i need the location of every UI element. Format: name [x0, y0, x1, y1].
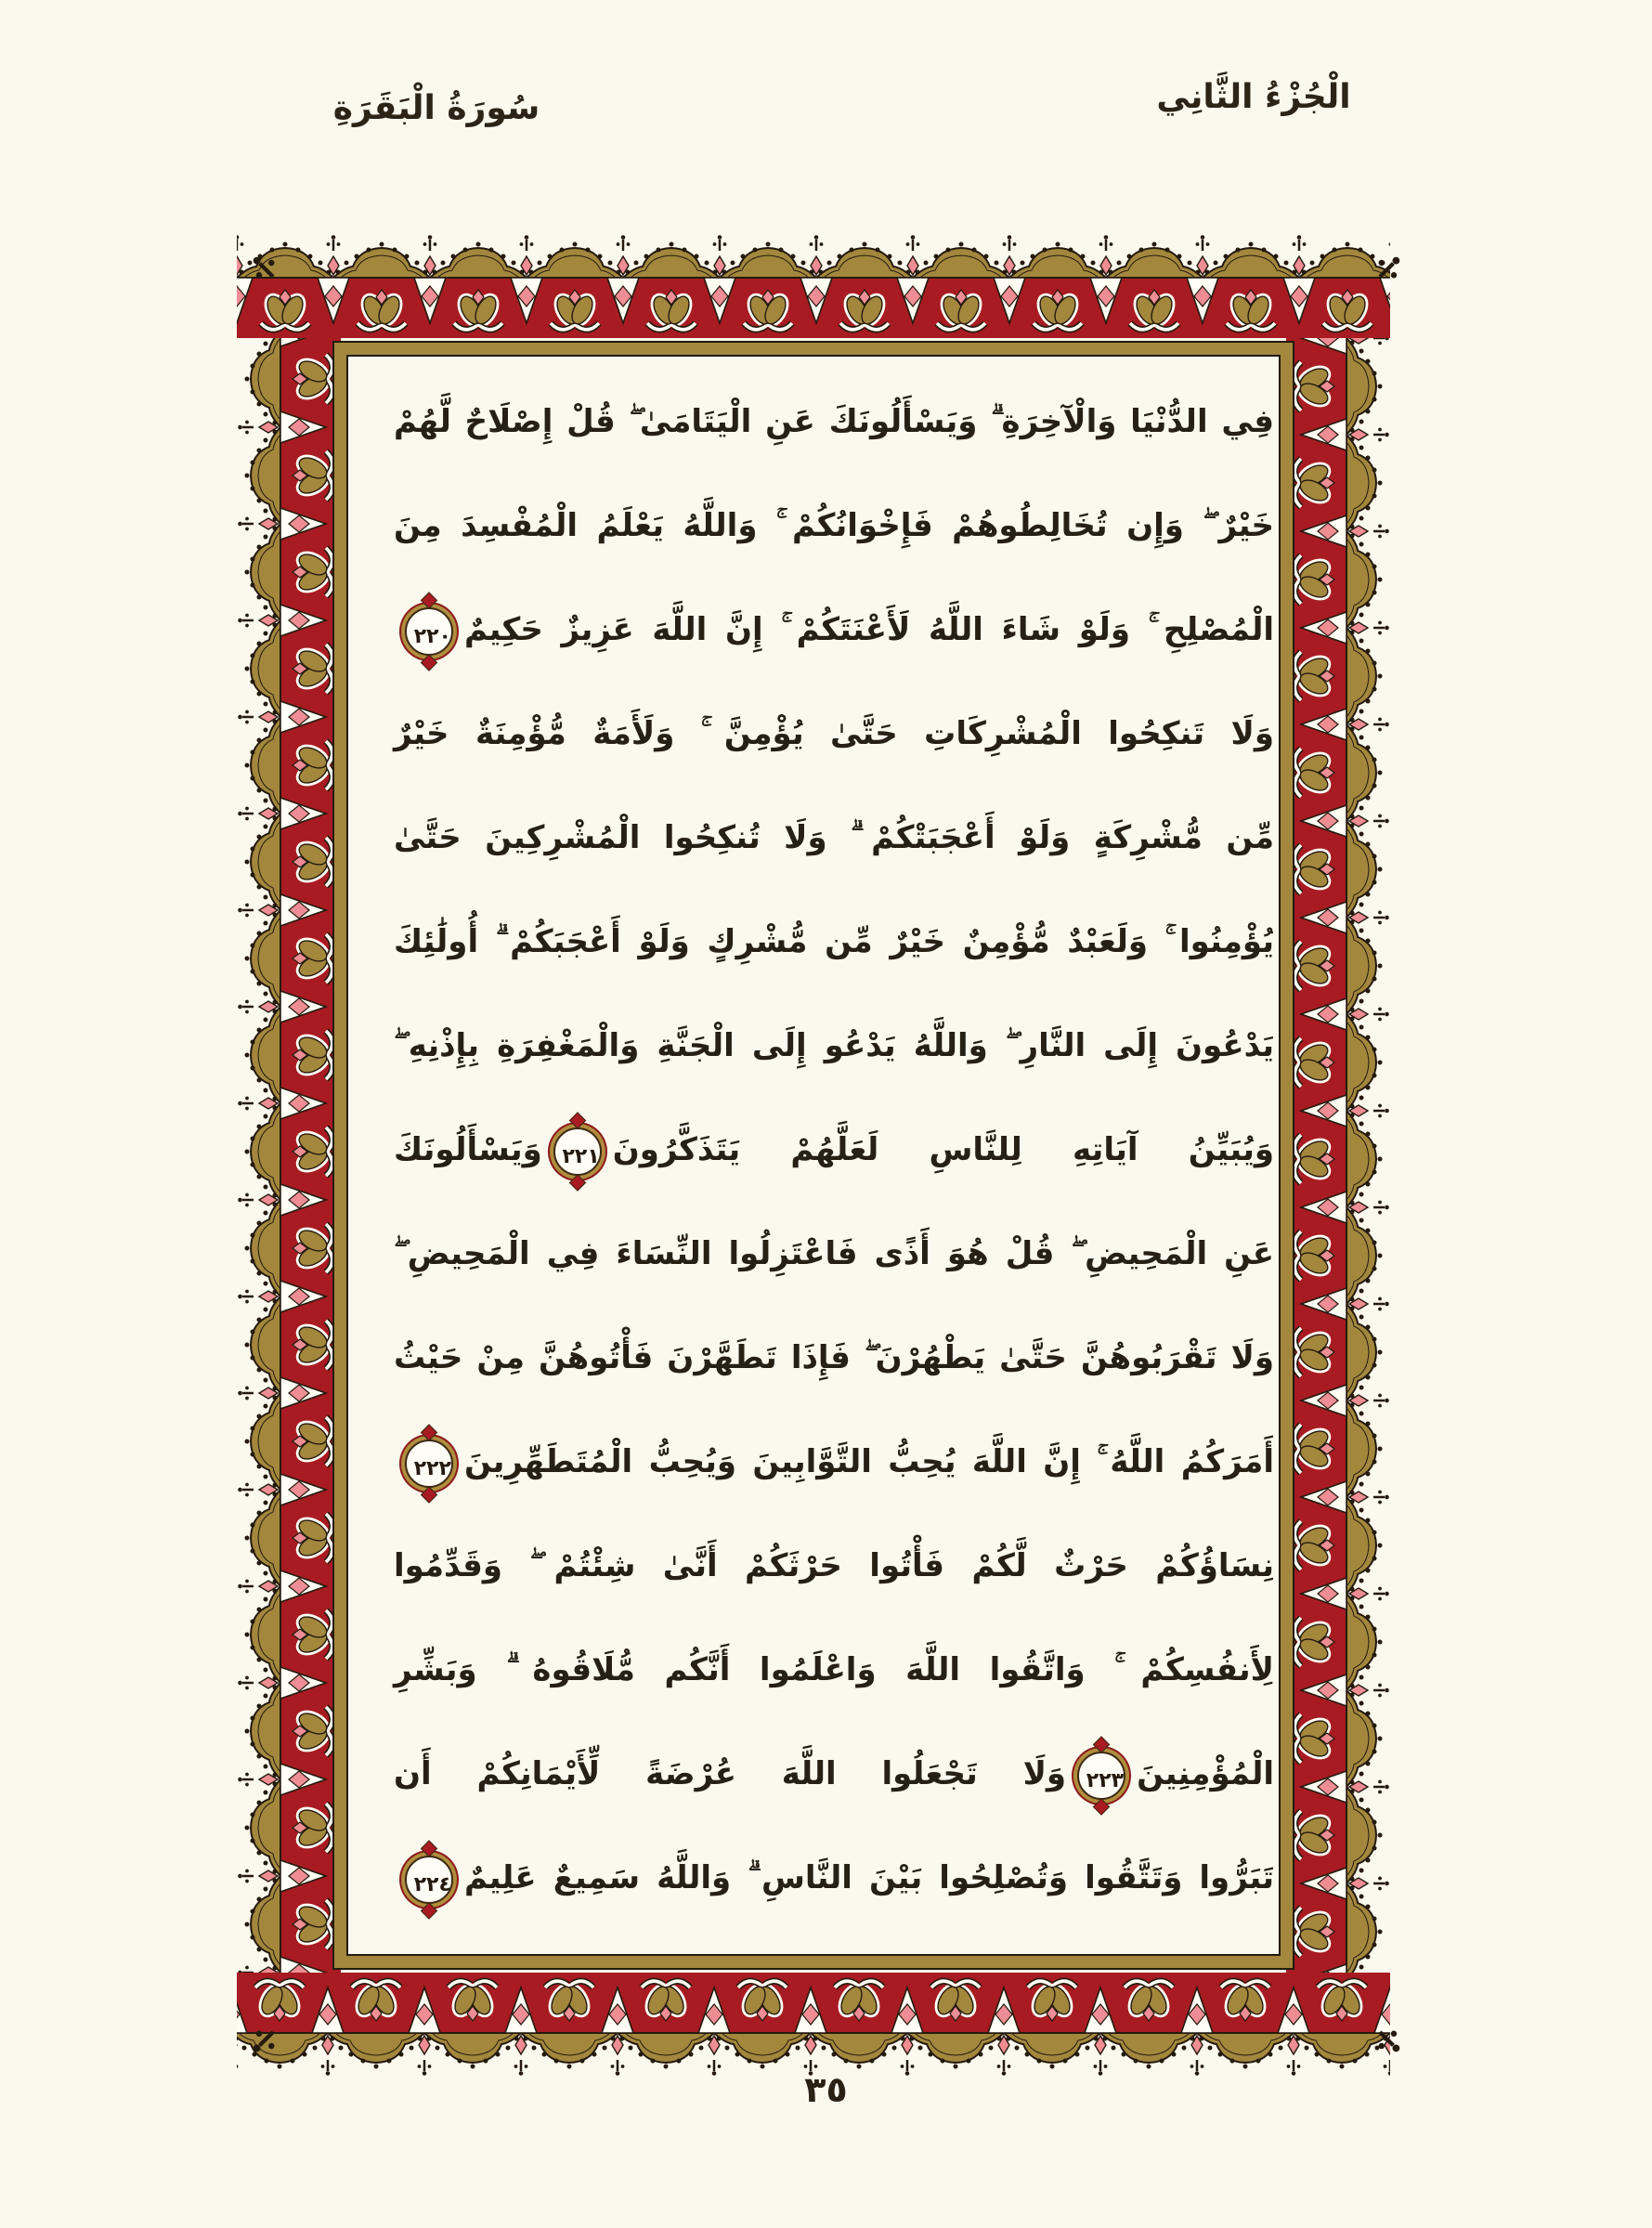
ayah-end-marker	[405, 1440, 453, 1488]
ayah-end-marker	[553, 1127, 602, 1176]
quran-line	[394, 477, 1274, 574]
ayah-end-marker	[405, 607, 453, 656]
ayah-end-marker	[405, 1856, 453, 1904]
ayah-text: وَيُبَيِّنُ آيَاتِهِ لِلنَّاسِ لَعَلَّهُمْ يَتَذَكَّرُونَ	[612, 1131, 1274, 1168]
ayah-text: وَلَا تَنكِحُوا الْمُشْرِكَاتِ حَتَّىٰ يُؤْمِنَّ ۚ وَلَأَمَةٌ مُّؤْمِنَةٌ خَيْرٌ	[394, 715, 1274, 752]
ayah-text: لِأَنفُسِكُمْ ۚ وَاتَّقُوا اللَّهَ وَاعْلَمُوا أَنَّكُم مُّلَاقُوهُ ۗ وَبَشِّرِ	[394, 1651, 1274, 1688]
ayah-text: الْمُؤْمِنِينَ	[1137, 1755, 1274, 1792]
ayah-number: ٢٢١	[562, 1144, 600, 1168]
quran-line	[394, 1726, 1274, 1822]
surah-name-header: سُورَةُ الْبَقَرَةِ	[332, 89, 540, 127]
ayah-text: عَنِ الْمَحِيضِ ۖ قُلْ هُوَ أَذًى فَاعْتَزِلُوا النِّسَاءَ فِي الْمَحِيضِ ۖ	[394, 1235, 1274, 1272]
ayah-text: الْمُصْلِحِ ۚ وَلَوْ شَاءَ اللَّهُ لَأَعْنَتَكُمْ ۚ إِنَّ اللَّهَ عَزِيزٌ حَكِيمٌ	[464, 611, 1274, 648]
quran-line	[394, 1622, 1274, 1718]
corner-sprig-icon	[232, 2039, 269, 2077]
quran-line	[394, 789, 1274, 886]
quran-line	[394, 893, 1274, 990]
ornamental-border-top	[237, 234, 1390, 338]
ayah-number: ٢٢٣	[1086, 1768, 1125, 1792]
page-number: ٣٥	[804, 2069, 848, 2110]
corner-sprig-icon	[232, 232, 269, 269]
corner-sprig-icon	[1384, 2039, 1421, 2077]
ayah-number: ٢٢٢	[413, 1456, 451, 1480]
corner-sprig-icon	[1384, 232, 1421, 269]
ayah-text: مِّن مُّشْرِكَةٍ وَلَوْ أَعْجَبَتْكُمْ ۗ وَلَا تُنكِحُوا الْمُشْرِكِينَ حَتَّىٰ	[394, 819, 1274, 856]
ayah-text: فِي الدُّنْيَا وَالْآخِرَةِ ۗ وَيَسْأَلُونَكَ عَنِ الْيَتَامَىٰ ۖ قُلْ إِصْلَاحٌ لَّهُمْ	[394, 403, 1274, 440]
ayah-text: وَيَسْأَلُونَكَ	[394, 1131, 542, 1168]
ayah-text: نِسَاؤُكُمْ حَرْثٌ لَّكُمْ فَأْتُوا حَرْثَكُمْ أَنَّىٰ شِئْتُمْ ۖ وَقَدِّمُوا	[394, 1547, 1274, 1584]
quran-line	[394, 1830, 1274, 1926]
ayah-text: تَبَرُّوا وَتَتَّقُوا وَتُصْلِحُوا بَيْنَ النَّاسِ ۗ وَاللَّهُ سَمِيعٌ عَلِيمٌ	[464, 1859, 1274, 1896]
quran-line	[394, 1205, 1274, 1302]
quran-line	[394, 1518, 1274, 1614]
ornamental-border-right	[1286, 338, 1390, 1973]
quran-line	[394, 685, 1274, 782]
ayah-text: يُؤْمِنُوا ۚ وَلَعَبْدٌ مُّؤْمِنٌ خَيْرٌ مِّن مُّشْرِكٍ وَلَوْ أَعْجَبَكُمْ ۗ أُولَٰئِكَ	[394, 923, 1274, 960]
ornamental-border-bottom	[237, 1973, 1390, 2077]
ayah-text: وَلَا تَقْرَبُوهُنَّ حَتَّىٰ يَطْهُرْنَ ۖ فَإِذَا تَطَهَّرْنَ فَأْتُوهُنَّ مِنْ حَيْثُ	[394, 1339, 1274, 1376]
quran-line	[394, 373, 1274, 470]
quran-line	[394, 1414, 1274, 1510]
quran-line	[394, 581, 1274, 678]
ayah-text: خَيْرٌ ۖ وَإِن تُخَالِطُوهُمْ فَإِخْوَانُكُمْ ۚ وَاللَّهُ يَعْلَمُ الْمُفْسِدَ مِنَ	[394, 507, 1274, 544]
juz-name-header: الْجُزْءُ الثَّانِي	[1156, 78, 1351, 116]
quran-line	[394, 997, 1274, 1094]
ayah-end-marker	[1077, 1752, 1125, 1800]
ornamental-border-left	[237, 338, 341, 1973]
ayah-number: ٢٢٠	[413, 624, 451, 648]
quran-text-block	[394, 373, 1274, 1926]
ayah-text: وَلَا تَجْعَلُوا اللَّهَ عُرْضَةً لِّأَيْمَانِكُمْ أَن	[394, 1755, 1067, 1792]
quran-line	[394, 1309, 1274, 1406]
ayah-text: أَمَرَكُمُ اللَّهُ ۚ إِنَّ اللَّهَ يُحِبُّ التَّوَّابِينَ وَيُحِبُّ الْمُتَطَهِّرِينَ	[464, 1443, 1274, 1480]
quran-line	[394, 1101, 1274, 1198]
ayah-text: يَدْعُونَ إِلَى النَّارِ ۖ وَاللَّهُ يَدْعُو إِلَى الْجَنَّةِ وَالْمَغْفِرَةِ بِإِذْنِهِ ۖ	[394, 1027, 1274, 1064]
ayah-number: ٢٢٤	[413, 1872, 451, 1896]
